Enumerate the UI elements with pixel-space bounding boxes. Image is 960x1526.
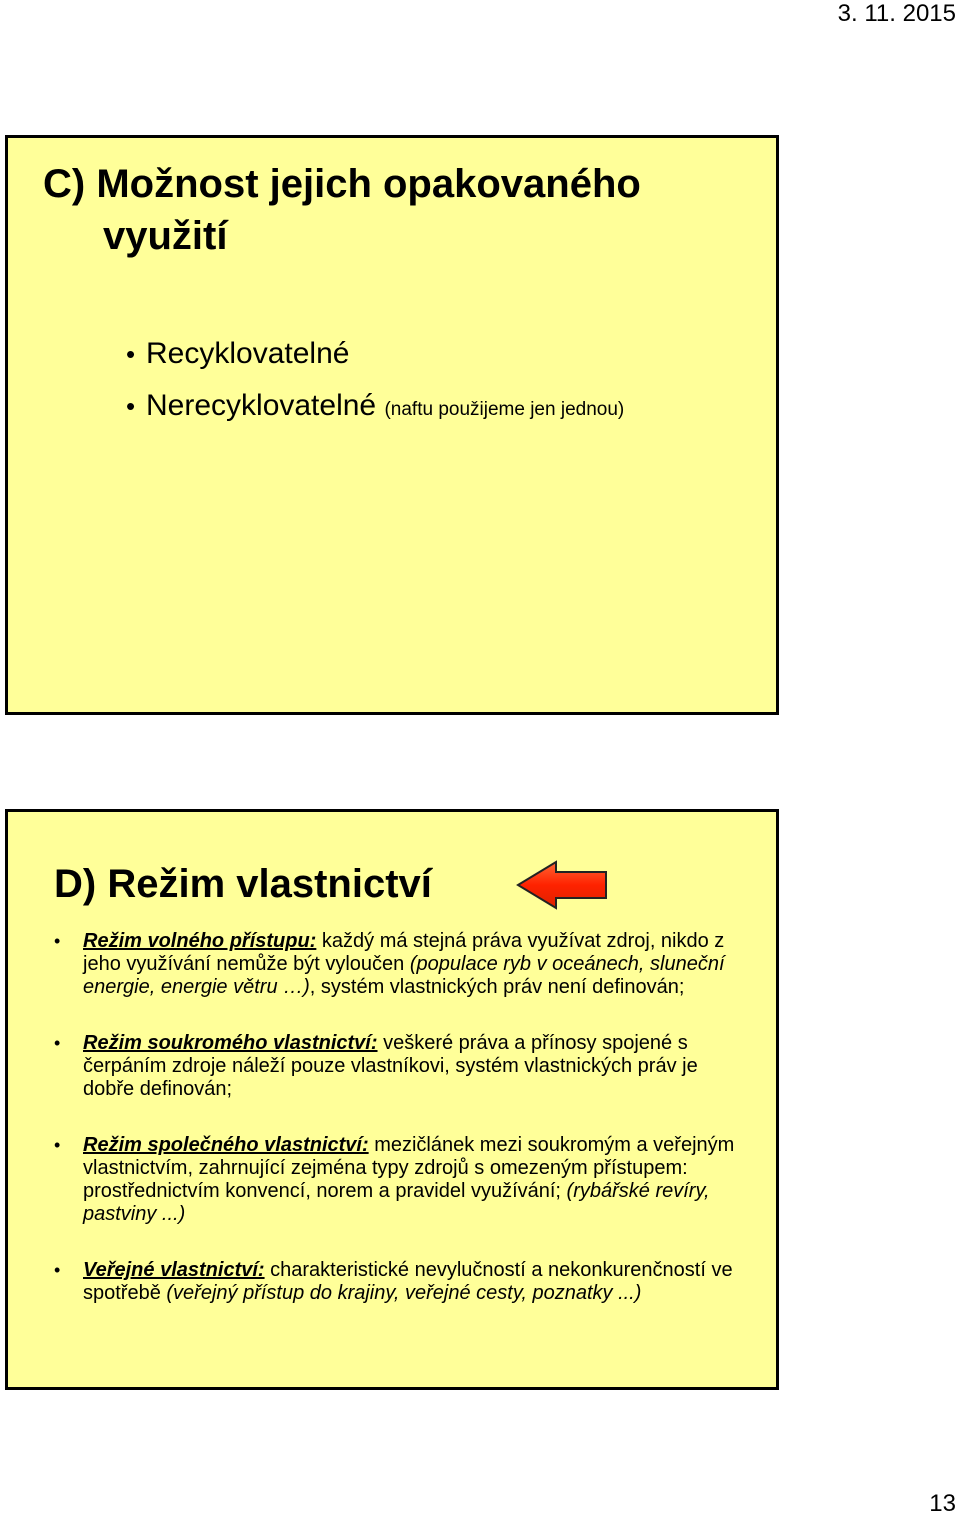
list-item-label: Recyklovatelné bbox=[146, 337, 350, 370]
list-item bbox=[54, 1032, 754, 1101]
slide-title: D) Režim vlastnictví bbox=[54, 862, 432, 906]
list-item bbox=[54, 1259, 754, 1305]
list-item bbox=[126, 380, 624, 436]
slide-d-ownership bbox=[5, 809, 779, 1390]
page-number: 13 bbox=[929, 1490, 956, 1517]
item-text: charakteristické nevylučností a nekonkurenčností ve spotřebě bbox=[83, 1259, 733, 1304]
item-examples: (rybářské revíry, pastviny ...) bbox=[83, 1180, 710, 1225]
list-item-note: (naftu použijeme jen jednou) bbox=[384, 399, 625, 420]
list-item bbox=[126, 328, 624, 380]
ownership-regimes-list bbox=[54, 930, 754, 1338]
left-arrow-icon bbox=[516, 860, 610, 910]
slide-title-line2: využití bbox=[103, 214, 228, 258]
term-common-ownership: Režim společného vlastnictví: bbox=[83, 1134, 369, 1156]
list-item bbox=[54, 1134, 754, 1226]
term-open-access: Režim volného přístupu: bbox=[83, 930, 317, 952]
item-examples: (veřejný přístup do krajiny, veřejné cesty, poznatky ...) bbox=[166, 1282, 642, 1304]
list-item bbox=[54, 930, 754, 999]
reuse-list bbox=[126, 328, 624, 436]
item-examples: (populace ryb v oceánech, sluneční energie, energie větru …) bbox=[83, 953, 725, 998]
term-private-ownership: Režim soukromého vlastnictví: bbox=[83, 1032, 378, 1054]
term-public-ownership: Veřejné vlastnictví: bbox=[83, 1259, 265, 1281]
slide-title bbox=[43, 158, 743, 262]
item-tail: , systém vlastnických práv není definován; bbox=[309, 976, 685, 998]
list-item-label: Nerecyklovatelné bbox=[146, 389, 377, 422]
slide-title-line1: C) Možnost jejich opakovaného bbox=[43, 162, 641, 206]
page-date: 3. 11. 2015 bbox=[837, 0, 956, 27]
slide-c-reuse bbox=[5, 135, 779, 715]
item-text: mezičlánek mezi soukromým a veřejným vlastnictvím, zahrnující zejména typy zdrojů s omezeným přístupem: prostřednictvím konvencí, norem a pravidel využívání; bbox=[83, 1134, 735, 1202]
item-text: veškeré práva a přínosy spojené s čerpáním zdroje náleží pouze vlastníkovi, systém vlastnických práv je dobře definován; bbox=[83, 1032, 698, 1100]
item-text: každý má stejná práva využívat zdroj, nikdo z jeho využívání nemůže být vyloučen bbox=[83, 930, 725, 975]
